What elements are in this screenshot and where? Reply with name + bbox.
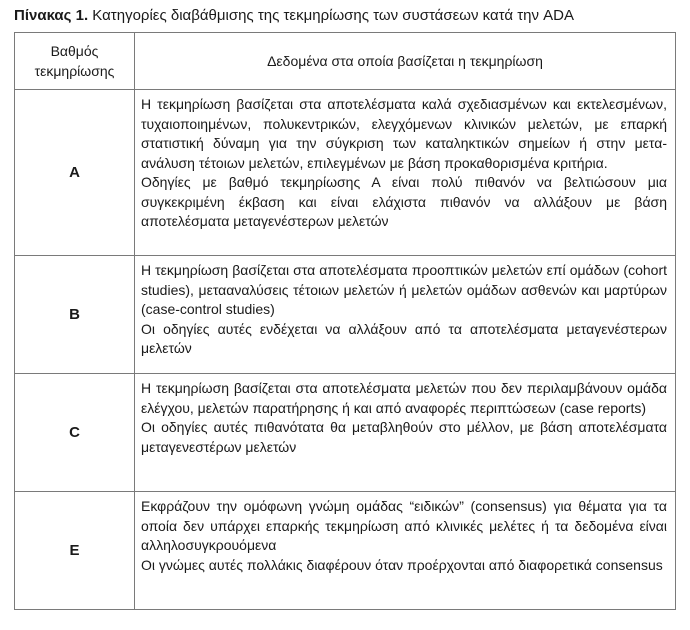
- description-paragraph: Οδηγίες με βαθμό τεκμηρίωσης Α είναι πολύ πιθανόν να βελτιώσουν μια συγκεκριμένη έκβαση και είναι ελάχιστα πιθανόν να αλλάξουν με βάση αποτελέσματα μεταγενέστερων μελετών: [141, 174, 667, 229]
- grade-cell: A: [15, 90, 135, 256]
- description-cell: [135, 256, 676, 374]
- description-cell: [135, 90, 676, 256]
- evidence-grade-table: [14, 32, 676, 610]
- description-paragraph: Οι οδηγίες αυτές πιθανότατα θα μεταβληθούν στο μέλλον, με βάση αποτελέσματα μεταγενεστέρων μελετών: [141, 419, 667, 455]
- header-grade: Βαθμός τεκμηρίωσης: [15, 33, 135, 90]
- grade-cell: B: [15, 256, 135, 374]
- table-row: [15, 492, 676, 610]
- table-row: [15, 90, 676, 256]
- header-basis: Δεδομένα στα οποία βασίζεται η τεκμηρίωση: [135, 33, 676, 90]
- table-row: [15, 374, 676, 492]
- description-paragraph: Εκφράζουν την ομόφωνη γνώμη ομάδας “ειδικών” (consensus) για θέματα για τα οποία δεν υπάρχει επαρκής τεκμηρίωση από κλινικές μελέτες ή τα δεδομένα είναι αλληλοσυγκρουόμενα: [141, 498, 667, 553]
- table-row: [15, 256, 676, 374]
- description-paragraph: Η τεκμηρίωση βασίζεται στα αποτελέσματα προοπτικών μελετών επί ομάδων (cohort studies), μετααναλύσεις τέτοιων μελετών ή μελετών ομάδων ασθενών και μαρτύρων (case-control studies): [141, 262, 667, 317]
- table-header-row: [15, 33, 676, 90]
- caption-text: Κατηγορίες διαβάθμισης της τεκμηρίωσης των συστάσεων κατά την ADA: [88, 7, 574, 24]
- table-caption: [14, 6, 574, 26]
- caption-label: Πίνακας 1.: [14, 7, 89, 24]
- grade-cell: C: [15, 374, 135, 492]
- description-paragraph: Η τεκμηρίωση βασίζεται στα αποτελέσματα καλά σχεδιασμένων και εκτελεσμένων, τυχαιοποιημένων, πολυκεντρικών, ελεγχόμενων κλινικών μελετών, με επαρκή στατιστική δύναμη για την σύγκριση των καταληκτικών σημείων ή στην μετα-ανάλυση τέτοιων μελετών, επιλεγμένων με βάση προκαθορισμένα κριτήρια.: [141, 96, 667, 171]
- description-paragraph: Η τεκμηρίωση βασίζεται στα αποτελέσματα μελετών που δεν περιλαμβάνουν ομάδα ελέγχου, μελετών παρατήρησης ή και από αναφορές περιπτώσεων (case reports): [141, 380, 667, 416]
- description-paragraph: Οι οδηγίες αυτές ενδέχεται να αλλάξουν από τα αποτελέσματα μεταγενέστερων μελετών: [141, 320, 667, 356]
- description-cell: [135, 374, 676, 492]
- description-cell: [135, 492, 676, 610]
- description-paragraph: Οι γνώμες αυτές πολλάκις διαφέρουν όταν προέρχονται από διαφορετικά consensus: [141, 556, 663, 573]
- grade-cell: E: [15, 492, 135, 610]
